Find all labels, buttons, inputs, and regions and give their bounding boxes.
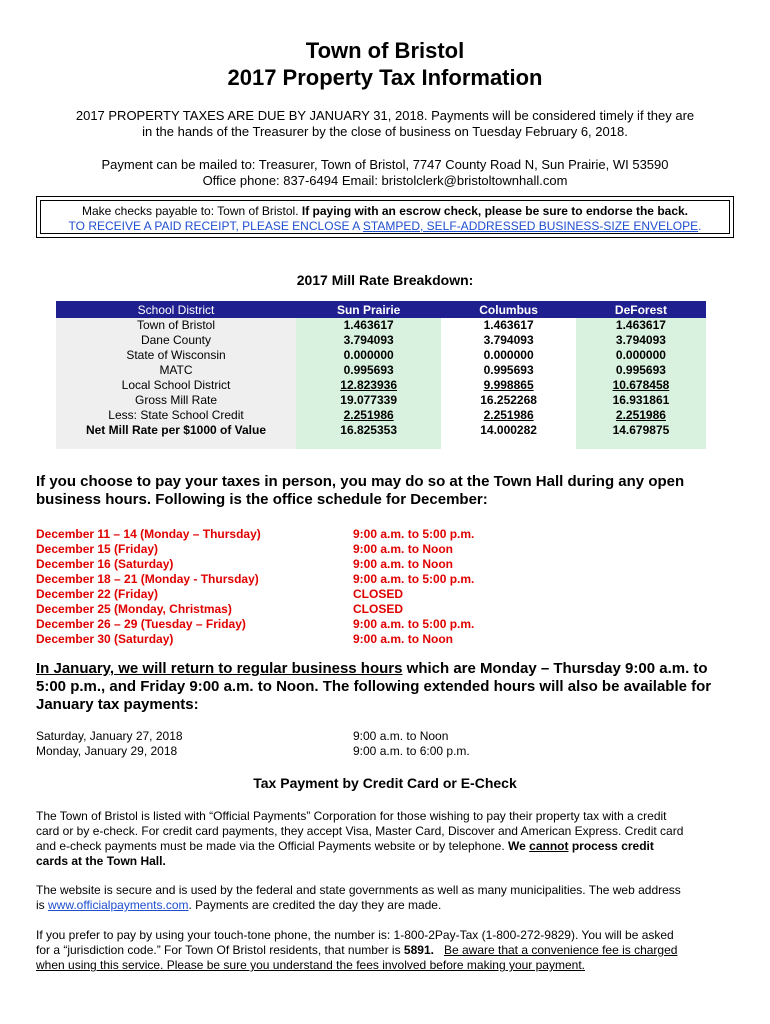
- list-item: [36, 557, 736, 572]
- list-item: [36, 602, 736, 617]
- list-item: [36, 527, 736, 542]
- schedule-day: Monday, January 29, 2018: [36, 744, 178, 758]
- cell-value: 0.995693: [576, 363, 706, 378]
- cell-value: 0.000000: [296, 348, 441, 363]
- cell-value: 3.794093: [441, 333, 576, 348]
- cell-value-text: 10.678458: [612, 378, 670, 392]
- schedule-day: December 26 – 29 (Tuesday – Friday): [36, 617, 246, 631]
- schedule-hours: CLOSED: [353, 587, 404, 601]
- cell-value: [576, 378, 706, 393]
- no-card-notice-cont: process credit: [568, 839, 654, 853]
- due-notice-line2: in the hands of the Treasurer by the close of business on Tuesday February 6, 2018.: [142, 124, 628, 139]
- mailing-address: Payment can be mailed to: Treasurer, Town of Bristol, 7747 County Road N, Sun Prairie, WI 53590: [101, 157, 669, 172]
- column-header-sun-prairie: Sun Prairie: [296, 301, 441, 318]
- office-contact: Office phone: 837-6494 Email: bristolclerk@bristoltownhall.com: [202, 173, 568, 188]
- cell-value: 0.000000: [576, 348, 706, 363]
- schedule-hours: 9:00 a.m. to Noon: [353, 557, 454, 571]
- jurisdiction-code: 5891.: [403, 943, 434, 957]
- cell-value: 1.463617: [576, 318, 706, 333]
- schedule-day: December 22 (Friday): [36, 587, 159, 601]
- receipt-line: [37, 219, 733, 233]
- list-item: [36, 617, 736, 632]
- in-person-line1: If you choose to pay your taxes in person, you may do so at the Town Hall during any open: [36, 473, 685, 490]
- paragraph-text: is: [36, 898, 48, 912]
- cell-value-text: 2.251986: [343, 408, 394, 422]
- regular-hours-text: which are Monday – Thursday 9:00 a.m. to: [402, 660, 708, 677]
- paragraph-text: and e-check payments must be made via the Official Payments website or by telephone.: [36, 839, 509, 853]
- cell-value: 19.077339: [296, 393, 441, 408]
- paragraph-line: [36, 839, 736, 854]
- january-hours-paragraph: [36, 660, 736, 714]
- column-header-deforest: DeForest: [576, 301, 706, 318]
- cell-value: [296, 408, 441, 423]
- paragraph-line: The website is secure and is used by the federal and state governments as well as many municipalities. The web address: [36, 883, 681, 897]
- mill-rate-table: [56, 301, 706, 449]
- schedule-hours: CLOSED: [353, 602, 404, 616]
- january-line1: [36, 660, 736, 678]
- due-notice-line1: 2017 PROPERTY TAXES ARE DUE BY JANUARY 31, 2018. Payments will be considered timely if they are: [75, 108, 695, 123]
- page-subtitle: 2017 Property Tax Information: [227, 65, 543, 90]
- cell-value: 1.463617: [441, 318, 576, 333]
- paragraph-line: [36, 943, 736, 958]
- cell-value: 16.252268: [441, 393, 576, 408]
- cell-value: 1.463617: [296, 318, 441, 333]
- schedule-day: December 15 (Friday): [36, 542, 159, 556]
- row-label: Gross Mill Rate: [56, 393, 296, 408]
- table-row: [56, 348, 706, 363]
- january-line3: January tax payments:: [36, 696, 199, 713]
- cell-value-text: 2.251986: [483, 408, 534, 422]
- schedule-day: Saturday, January 27, 2018: [36, 729, 183, 743]
- payment-instructions-box: [36, 196, 734, 238]
- mill-rate-heading: 2017 Mill Rate Breakdown:: [296, 272, 474, 288]
- in-person-line2: business hours. Following is the office schedule for December:: [36, 491, 488, 508]
- cell-value: 3.794093: [576, 333, 706, 348]
- cell-value: [441, 408, 576, 423]
- table-row: [56, 393, 706, 408]
- schedule-hours: 9:00 a.m. to Noon: [353, 729, 449, 743]
- regular-hours-emphasis: In January, we will return to regular business hours: [36, 660, 403, 677]
- paragraph-line: cards at the Town Hall.: [36, 854, 166, 868]
- cell-value: 0.995693: [441, 363, 576, 378]
- cell-value-text: 12.823936: [340, 378, 398, 392]
- january-extended-hours: [36, 729, 736, 759]
- mill-rate-header-row: [56, 301, 706, 318]
- website-paragraph: [36, 883, 736, 913]
- phone-payment-paragraph: [36, 928, 736, 973]
- january-line2: 5:00 p.m., and Friday 9:00 a.m. to Noon. The following extended hours will also be available for: [36, 678, 712, 695]
- paragraph-line: The Town of Bristol is listed with “Official Payments” Corporation for those wishing to pay their property tax with a credit: [36, 809, 667, 823]
- paragraph-line: If you prefer to pay by using your touch-tone phone, the number is: 1-800-2Pay-Tax (1-800-272-9829). You will be asked: [36, 928, 674, 942]
- cell-value-text: 2.251986: [615, 408, 666, 422]
- schedule-hours: 9:00 a.m. to Noon: [353, 632, 454, 646]
- list-item: [36, 632, 736, 647]
- row-label: State of Wisconsin: [56, 348, 296, 363]
- cell-value: 3.794093: [296, 333, 441, 348]
- schedule-hours: 9:00 a.m. to 6:00 p.m.: [353, 744, 470, 758]
- table-row: [56, 363, 706, 378]
- escrow-note: If paying with an escrow check, please be sure to endorse the back.: [301, 204, 689, 218]
- receipt-period: .: [698, 219, 702, 233]
- spacer: [434, 943, 444, 957]
- paragraph-text: for a “jurisdiction code.” For Town Of Bristol residents, that number is: [36, 943, 404, 957]
- fee-warning: Be aware that a convenience fee is charged: [443, 943, 678, 957]
- official-payments-paragraph: [36, 809, 736, 869]
- schedule-day: December 11 – 14 (Monday – Thursday): [36, 527, 261, 541]
- schedule-day: December 16 (Saturday): [36, 557, 174, 571]
- row-label: MATC: [56, 363, 296, 378]
- row-label: Less: State School Credit: [56, 408, 296, 423]
- schedule-day: December 30 (Saturday): [36, 632, 174, 646]
- paragraph-line: [36, 898, 736, 913]
- table-row: [56, 408, 706, 423]
- official-payments-link[interactable]: www.officialpayments.com: [48, 898, 189, 912]
- checks-payable-text: Make checks payable to: Town of Bristol.: [81, 204, 302, 218]
- checks-payable-line: [37, 204, 733, 218]
- cell-value: 16.825353: [296, 423, 441, 449]
- page-title: Town of Bristol: [305, 38, 465, 63]
- schedule-day: December 18 – 21 (Monday - Thursday): [36, 572, 259, 586]
- table-row: [56, 318, 706, 333]
- december-schedule: [36, 527, 736, 647]
- schedule-hours: 9:00 a.m. to Noon: [353, 542, 454, 556]
- schedule-hours: 9:00 a.m. to 5:00 p.m.: [353, 527, 475, 541]
- schedule-day: December 25 (Monday, Christmas): [36, 602, 232, 616]
- no-card-notice: We: [508, 839, 530, 853]
- cell-value: [576, 408, 706, 423]
- table-row: [56, 378, 706, 393]
- row-label: Town of Bristol: [56, 318, 296, 333]
- in-person-paragraph: [36, 473, 736, 509]
- cell-value: [296, 378, 441, 393]
- table-row: [56, 333, 706, 348]
- schedule-hours: 9:00 a.m. to 5:00 p.m.: [353, 572, 475, 586]
- cell-value: 14.000282: [441, 423, 576, 449]
- column-header-school-district: School District: [56, 301, 296, 318]
- cell-value-text: 9.998865: [483, 378, 534, 392]
- list-item: [36, 542, 736, 557]
- cell-value: 0.000000: [441, 348, 576, 363]
- column-header-columbus: Columbus: [441, 301, 576, 318]
- row-label: Net Mill Rate per $1000 of Value: [56, 423, 296, 449]
- list-item: [36, 572, 736, 587]
- row-label: Dane County: [56, 333, 296, 348]
- envelope-requirement: STAMPED, SELF-ADDRESSED BUSINESS-SIZE ENVELOPE: [362, 219, 699, 233]
- paragraph-line: card or by e-check. For credit card payments, they accept Visa, Master Card, Discover and American Express. Credit card: [36, 824, 684, 838]
- fee-warning-cont: when using this service. Please be sure you understand the fees involved before making your payment.: [36, 958, 585, 972]
- cell-value: 0.995693: [296, 363, 441, 378]
- row-label: Local School District: [56, 378, 296, 393]
- list-item: [36, 744, 736, 759]
- paragraph-text: . Payments are credited the day they are made.: [188, 898, 442, 912]
- schedule-hours: 9:00 a.m. to 5:00 p.m.: [353, 617, 475, 631]
- cell-value: 14.679875: [576, 423, 706, 449]
- credit-card-heading: Tax Payment by Credit Card or E-Check: [253, 775, 517, 791]
- cannot-emphasis: cannot: [529, 839, 569, 853]
- cell-value: 16.931861: [576, 393, 706, 408]
- list-item: [36, 587, 736, 602]
- receipt-text: TO RECEIVE A PAID RECEIPT, PLEASE ENCLOSE A: [68, 219, 363, 233]
- table-row-net-mill-rate: [56, 423, 706, 449]
- list-item: [36, 729, 736, 744]
- cell-value: [441, 378, 576, 393]
